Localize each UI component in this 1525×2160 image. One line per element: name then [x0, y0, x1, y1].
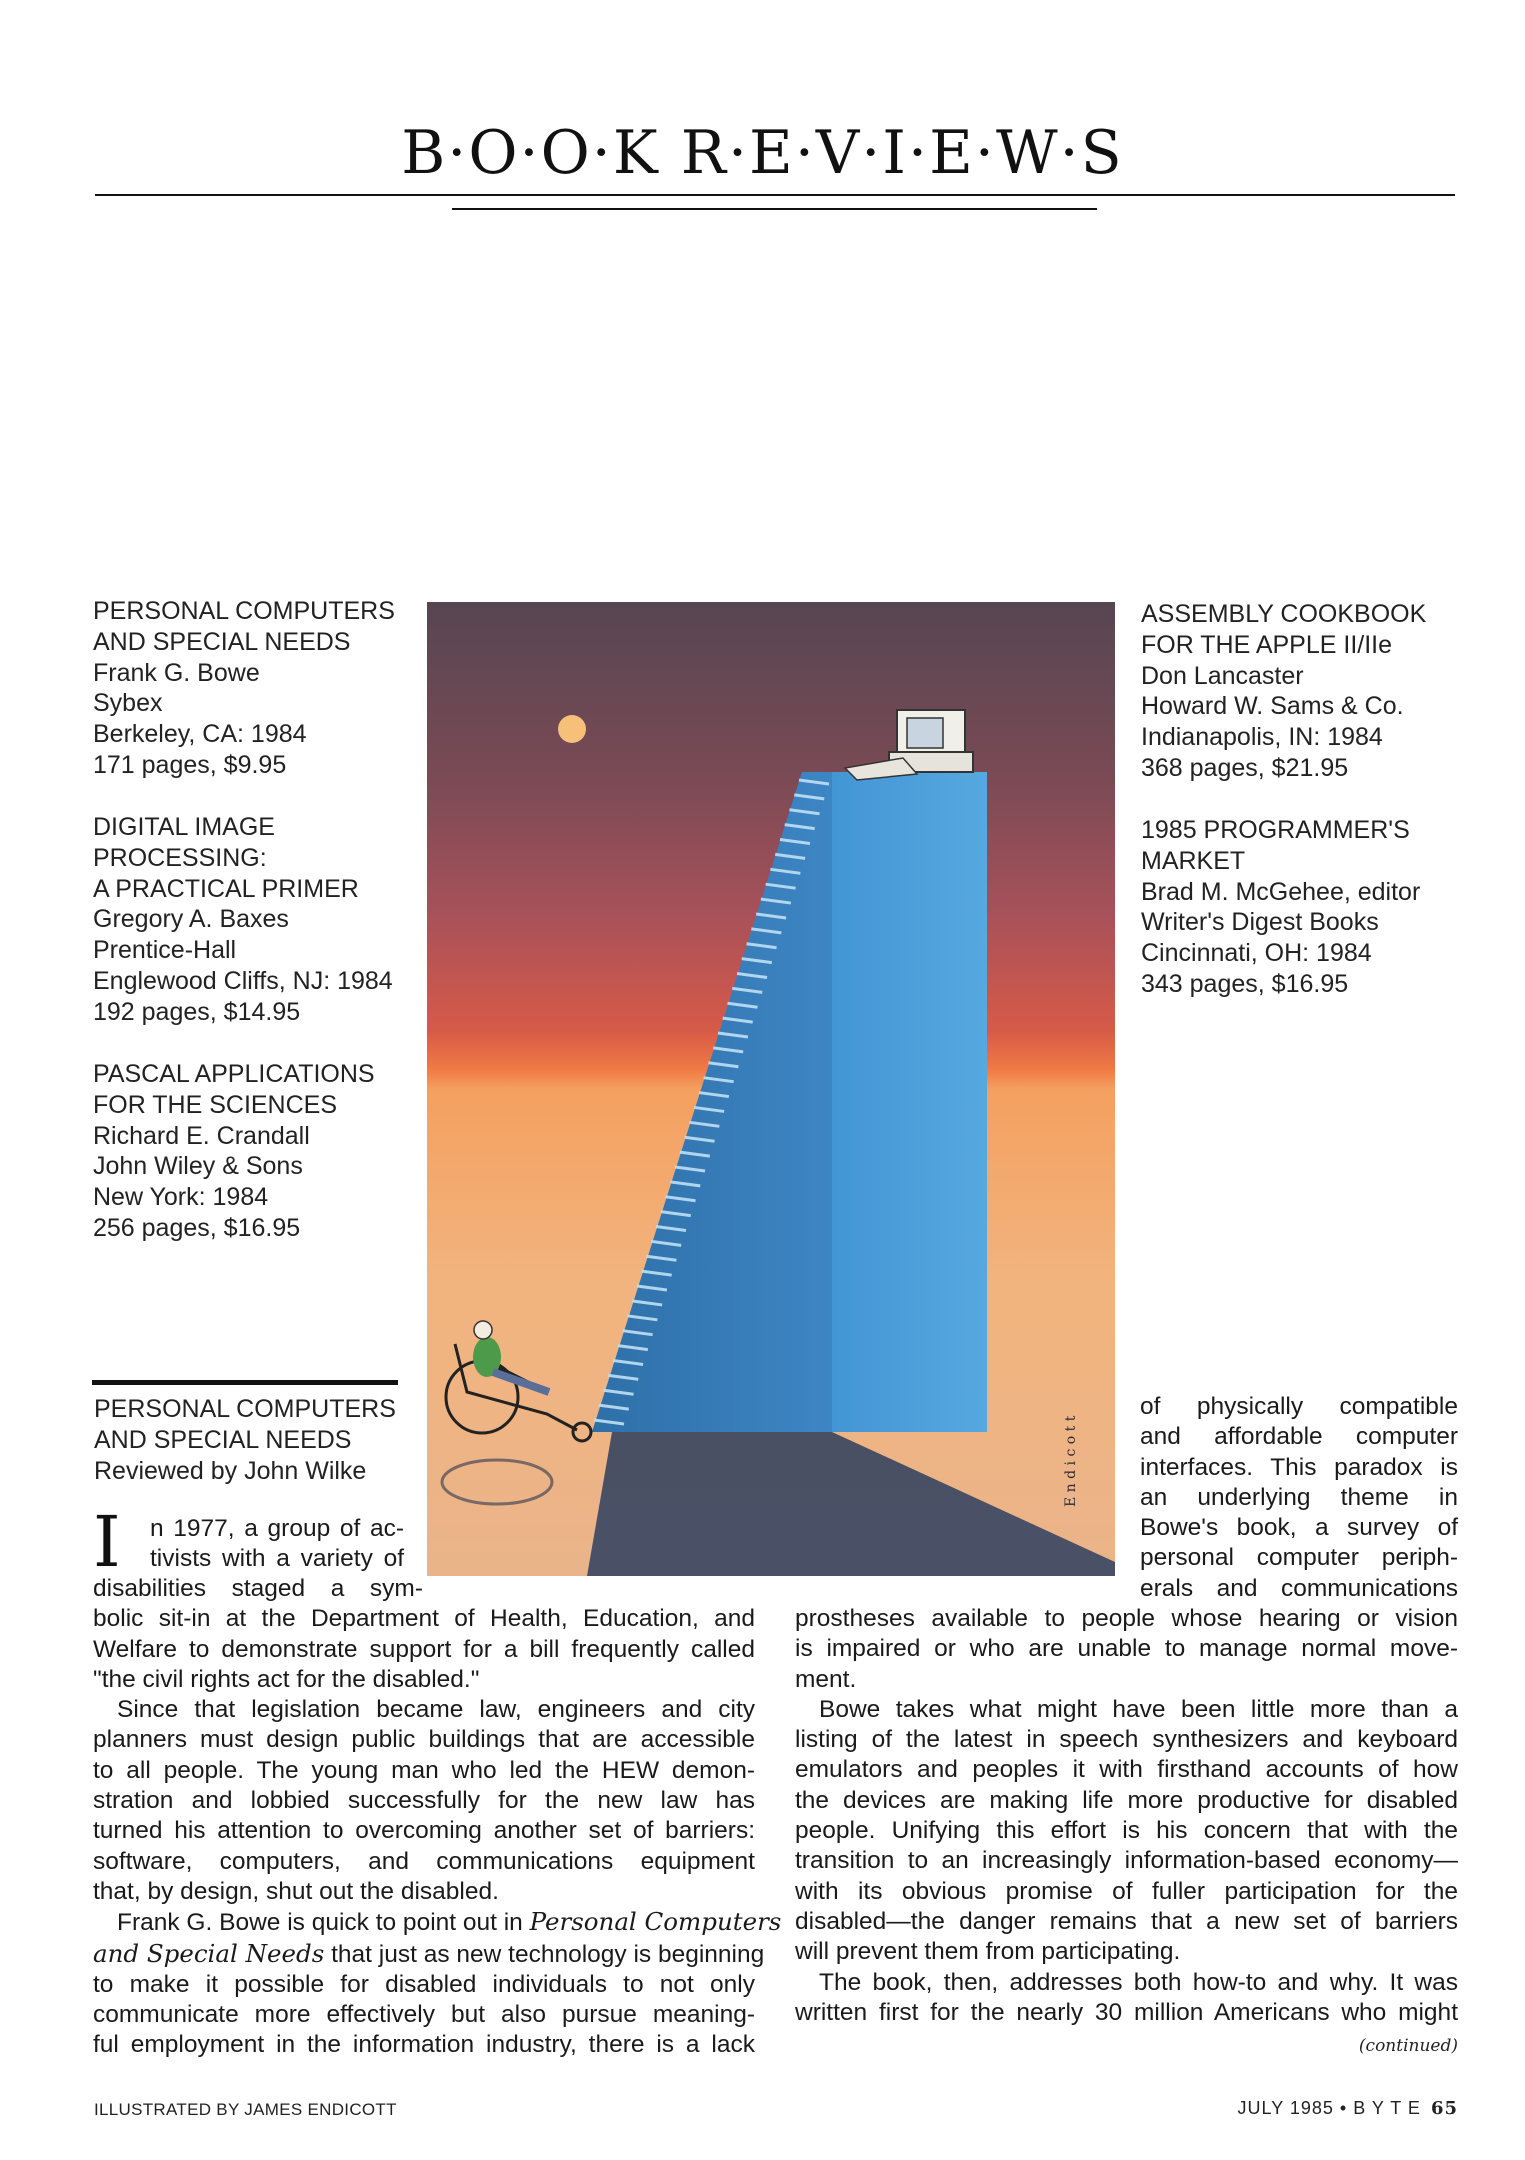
- book-place-year: Cincinnati, OH: 1984: [1141, 939, 1372, 968]
- book-title-line: PROCESSING:: [93, 843, 267, 872]
- book-pages-price: 192 pages, $14.95: [93, 997, 301, 1026]
- review-title-line: AND SPECIAL NEEDS: [94, 1426, 352, 1454]
- text-line: tivists with a variety of: [150, 1545, 404, 1573]
- book-author: Don Lancaster: [1141, 661, 1304, 690]
- text-line: Welfare to demonstrate support for a bill frequently called: [93, 1635, 755, 1663]
- book-author: Frank G. Bowe: [93, 658, 260, 687]
- intro-text: [150, 1514, 404, 1575]
- book-author: Richard E. Crandall: [93, 1121, 310, 1150]
- text-line: that, by design, shut out the disabled.: [93, 1877, 499, 1905]
- text-line: n 1977, a group of ac-: [150, 1515, 404, 1542]
- book-publisher: Writer's Digest Books: [1141, 908, 1379, 937]
- book-entry-4: [1141, 599, 1426, 784]
- text-line: Frank G. Bowe is quick to point out in Personal Computers: [117, 1907, 782, 1937]
- text-line: ment.: [795, 1665, 857, 1693]
- review-column-right-top: [1140, 1392, 1458, 1604]
- book-title-line: DIGITAL IMAGE: [93, 813, 275, 841]
- book-title-line: MARKET: [1141, 846, 1246, 875]
- text-line: the devices are making life more productive for disabled: [795, 1786, 1458, 1814]
- text-line: of physically compatible: [1140, 1393, 1458, 1420]
- text-line: planners must design public buildings that are accessible: [93, 1726, 755, 1754]
- review-heading: [94, 1394, 396, 1487]
- text-line: personal computer periph-: [1140, 1544, 1458, 1572]
- book-title-line: ASSEMBLY COOKBOOK: [1141, 600, 1427, 628]
- text-line: listing of the latest in speech synthesizers and keyboard: [795, 1726, 1458, 1754]
- text-line: disabled—the danger remains that a new set of barriers: [795, 1907, 1458, 1935]
- text-line: bolic sit-in at the Department of Health, Education, and: [93, 1605, 755, 1633]
- text-line: Since that legislation became law, engineers and city: [117, 1696, 755, 1724]
- review-byline: Reviewed by John Wilke: [94, 1457, 367, 1485]
- title-underline: [452, 208, 1097, 210]
- text-line: Bowe takes what might have been little more than a: [819, 1695, 1458, 1723]
- book-author: Gregory A. Baxes: [93, 905, 289, 934]
- text-line: prostheses available to people whose hearing or vision: [795, 1605, 1458, 1632]
- book-place-year: New York: 1984: [93, 1183, 269, 1212]
- book-entry-5: [1141, 815, 1420, 1000]
- page-title: B·O·O·K R·E·V·I·E·W·S: [401, 118, 1124, 188]
- text-line: an underlying theme in: [1140, 1483, 1458, 1511]
- text-line: "the civil rights act for the disabled.": [93, 1665, 480, 1693]
- section-rule: [92, 1380, 398, 1385]
- text-line: erals and communications: [1140, 1574, 1458, 1602]
- book-title-line: A PRACTICAL PRIMER: [93, 874, 359, 903]
- book-publisher: Howard W. Sams & Co.: [1141, 692, 1404, 721]
- book-entry-2: [93, 812, 393, 1028]
- text-line: with its obvious promise of fuller participation for the: [795, 1877, 1458, 1905]
- book-title-line: PASCAL APPLICATIONS: [93, 1060, 375, 1088]
- illustration-credit: ILLUSTRATED BY JAMES ENDICOTT: [94, 2100, 397, 2119]
- book-pages-price: 256 pages, $16.95: [93, 1213, 301, 1242]
- book-pages-price: 368 pages, $21.95: [1141, 753, 1349, 782]
- text-line: and affordable computer: [1140, 1423, 1458, 1451]
- book-title-line: 1985 PROGRAMMER'S: [1141, 816, 1410, 844]
- book-title-line: FOR THE APPLE II/IIe: [1141, 630, 1393, 659]
- text-line: turned his attention to overcoming another set of barriers:: [93, 1817, 755, 1845]
- book-pages-price: 171 pages, $9.95: [93, 750, 287, 779]
- title-rule: [95, 194, 1455, 196]
- book-publisher: Prentice-Hall: [93, 936, 237, 965]
- text-line: stration and lobbied successfully for the new law has: [93, 1787, 755, 1815]
- text-line: interfaces. This paradox is: [1140, 1453, 1458, 1481]
- text-line: disabilities staged a sym-: [93, 1575, 423, 1602]
- text-line: Bowe's book, a survey of: [1140, 1514, 1458, 1542]
- book-place-year: Berkeley, CA: 1984: [93, 720, 307, 749]
- text-line: people. Unifying this effort is his concern that with the: [795, 1817, 1458, 1845]
- book-entry-1: [93, 596, 395, 781]
- review-title-line: PERSONAL COMPUTERS: [94, 1395, 396, 1423]
- text-line: to make it possible for disabled individuals to not only: [93, 1970, 755, 1998]
- text-line: communicate more effectively but also pursue meaning-: [93, 2001, 755, 2029]
- text-line: will prevent them from participating.: [795, 1938, 1181, 1966]
- review-column-left: [93, 1574, 782, 2061]
- page-footer: [1150, 2098, 1458, 2119]
- text-line: is impaired or who are unable to manage normal move-: [795, 1635, 1458, 1663]
- book-title-italic: and Special Needs: [93, 1938, 325, 1968]
- text-line: The book, then, addresses both how-to and why. It was: [819, 1968, 1458, 1996]
- book-publisher: Sybex: [93, 689, 163, 718]
- book-place-year: Englewood Cliffs, NJ: 1984: [93, 966, 393, 995]
- book-title-italic: Personal Computers: [529, 1907, 782, 1937]
- text-line: transition to an increasingly information-based economy—: [795, 1847, 1458, 1875]
- page-number: 65: [1430, 2098, 1458, 2119]
- book-title-line: AND SPECIAL NEEDS: [93, 627, 351, 656]
- book-place-year: Indianapolis, IN: 1984: [1141, 723, 1383, 752]
- issue-label: JULY 1985 • B Y T E: [1237, 2098, 1421, 2118]
- drop-cap: I: [93, 1501, 121, 1583]
- svg-text:E n d i c o t t: E n d i c o t t: [1063, 1415, 1079, 1507]
- book-title-line: FOR THE SCIENCES: [93, 1090, 338, 1119]
- book-entry-3: [93, 1059, 375, 1244]
- book-pages-price: 343 pages, $16.95: [1141, 969, 1349, 998]
- text-line: software, computers, and communications equipment: [93, 1847, 755, 1875]
- text-line: emulators and peoples it with firsthand accounts of how: [795, 1756, 1458, 1784]
- text-line: and Special Needs that just as new technology is beginning: [93, 1938, 765, 1968]
- illustration-staircase-computer-wheelchair: [427, 602, 1115, 1576]
- text-line: to all people. The young man who led the HEW demon-: [93, 1756, 755, 1784]
- book-publisher: John Wiley & Sons: [93, 1152, 303, 1181]
- text-line: written first for the nearly 30 million Americans who might: [795, 1998, 1458, 2026]
- continued-note: (continued): [1358, 2036, 1458, 2056]
- book-title-line: PERSONAL COMPUTERS: [93, 597, 395, 625]
- review-column-right: [795, 1604, 1458, 2028]
- book-author: Brad M. McGehee, editor: [1141, 877, 1421, 906]
- text-line: ful employment in the information industry, there is a lack: [93, 2031, 755, 2059]
